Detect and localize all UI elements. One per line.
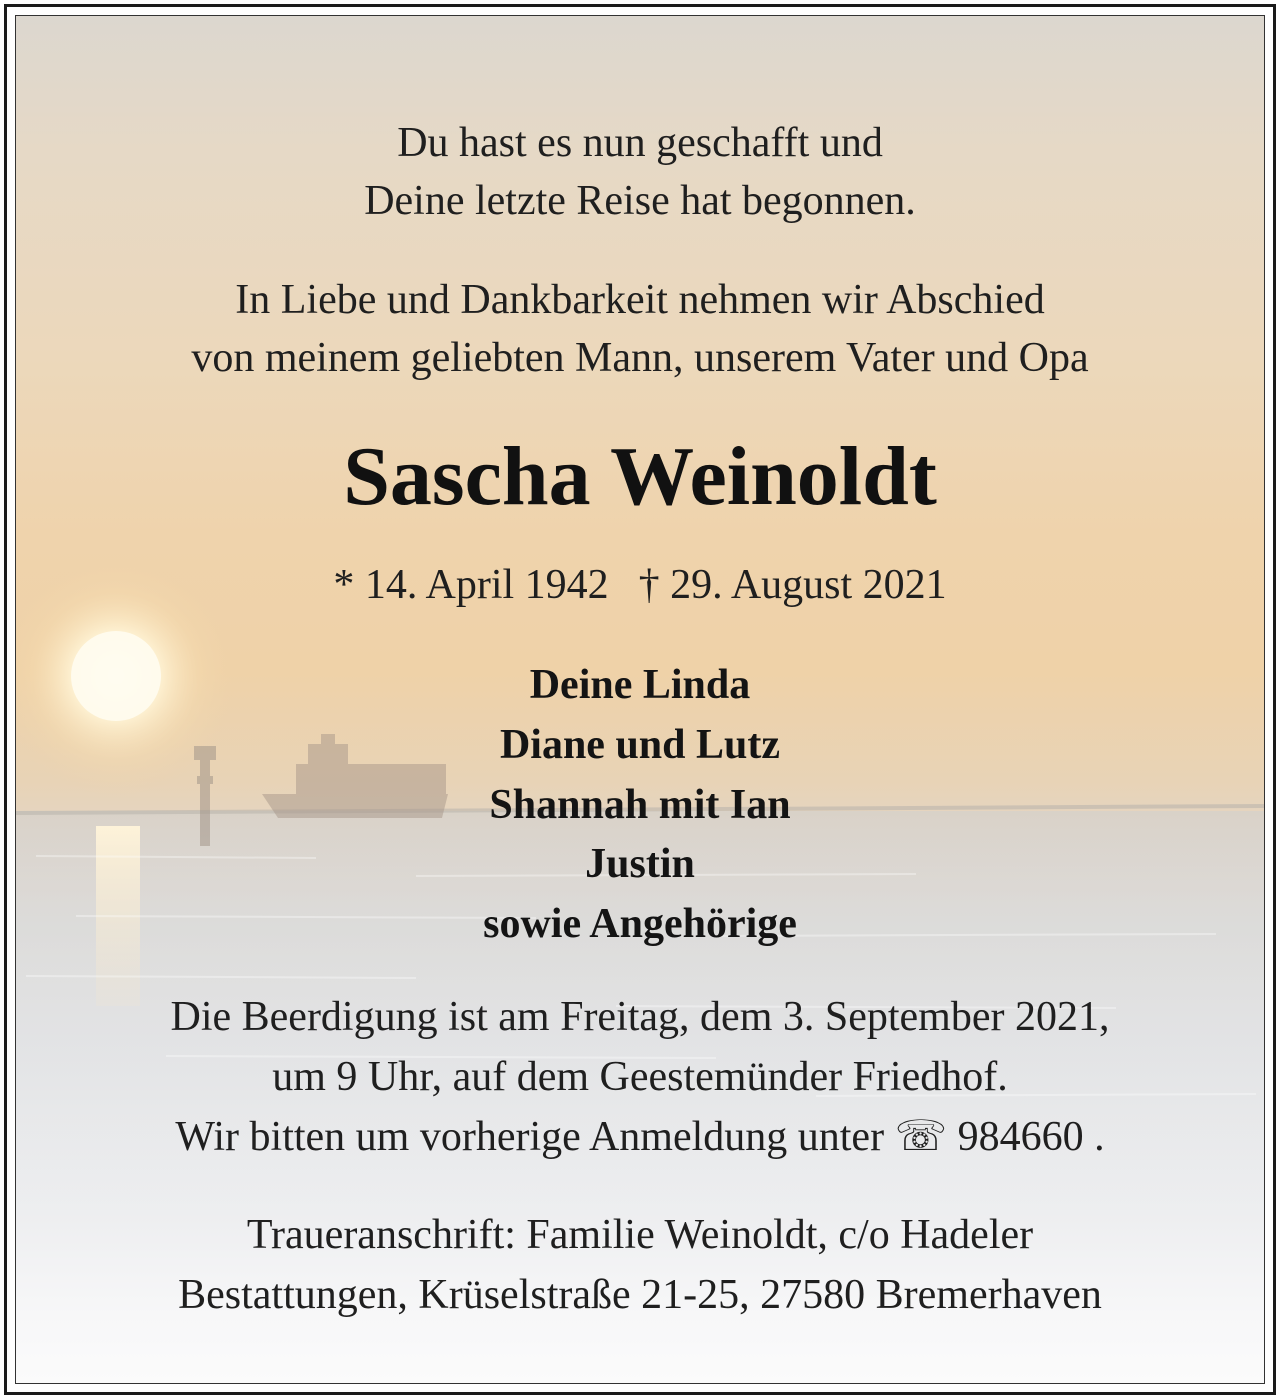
telephone-icon: ☏: [894, 1114, 948, 1160]
funeral-line-3: [16, 1108, 1264, 1166]
life-dates: [16, 556, 1264, 614]
farewell-line-2: von meinem geliebten Mann, unserem Vater und Opa: [191, 335, 1089, 381]
farewell-line-1: In Liebe und Dankbarkeit nehmen wir Abschied: [235, 277, 1045, 323]
notice-text: [16, 16, 1264, 1383]
address-line-2: Bestattungen, Krüselstraße 21-25, 27580 Bremerhaven: [178, 1272, 1102, 1318]
birth-date: * 14. April 1942: [333, 562, 609, 608]
deceased-name: Sascha Weinoldt: [343, 430, 937, 523]
death-date: † 29. August 2021: [638, 562, 947, 608]
address-line-1: Traueranschrift: Familie Weinoldt, c/o Hadeler: [246, 1212, 1034, 1258]
phone-number: 984660 .: [957, 1114, 1105, 1160]
registration-text: Wir bitten um vorherige Anmeldung unter: [175, 1114, 885, 1160]
sunset-background: [15, 15, 1265, 1384]
mourner-3: Shannah mit Ian: [489, 782, 791, 828]
mourner-5: sowie Angehörige: [483, 901, 797, 947]
funeral-line-1: Die Beerdigung ist am Freitag, dem 3. September 2021,: [170, 994, 1110, 1040]
verse-line-2: Deine letzte Reise hat begonnen.: [364, 178, 916, 224]
mourner-4: Justin: [585, 841, 695, 887]
mourner-2: Diane und Lutz: [499, 722, 781, 768]
mourner-1: Deine Linda: [529, 662, 751, 708]
obituary-notice: [4, 4, 1276, 1395]
funeral-line-2: um 9 Uhr, auf dem Geestemünder Friedhof.: [272, 1054, 1008, 1100]
verse-line-1: Du hast es nun geschafft und: [397, 120, 883, 166]
